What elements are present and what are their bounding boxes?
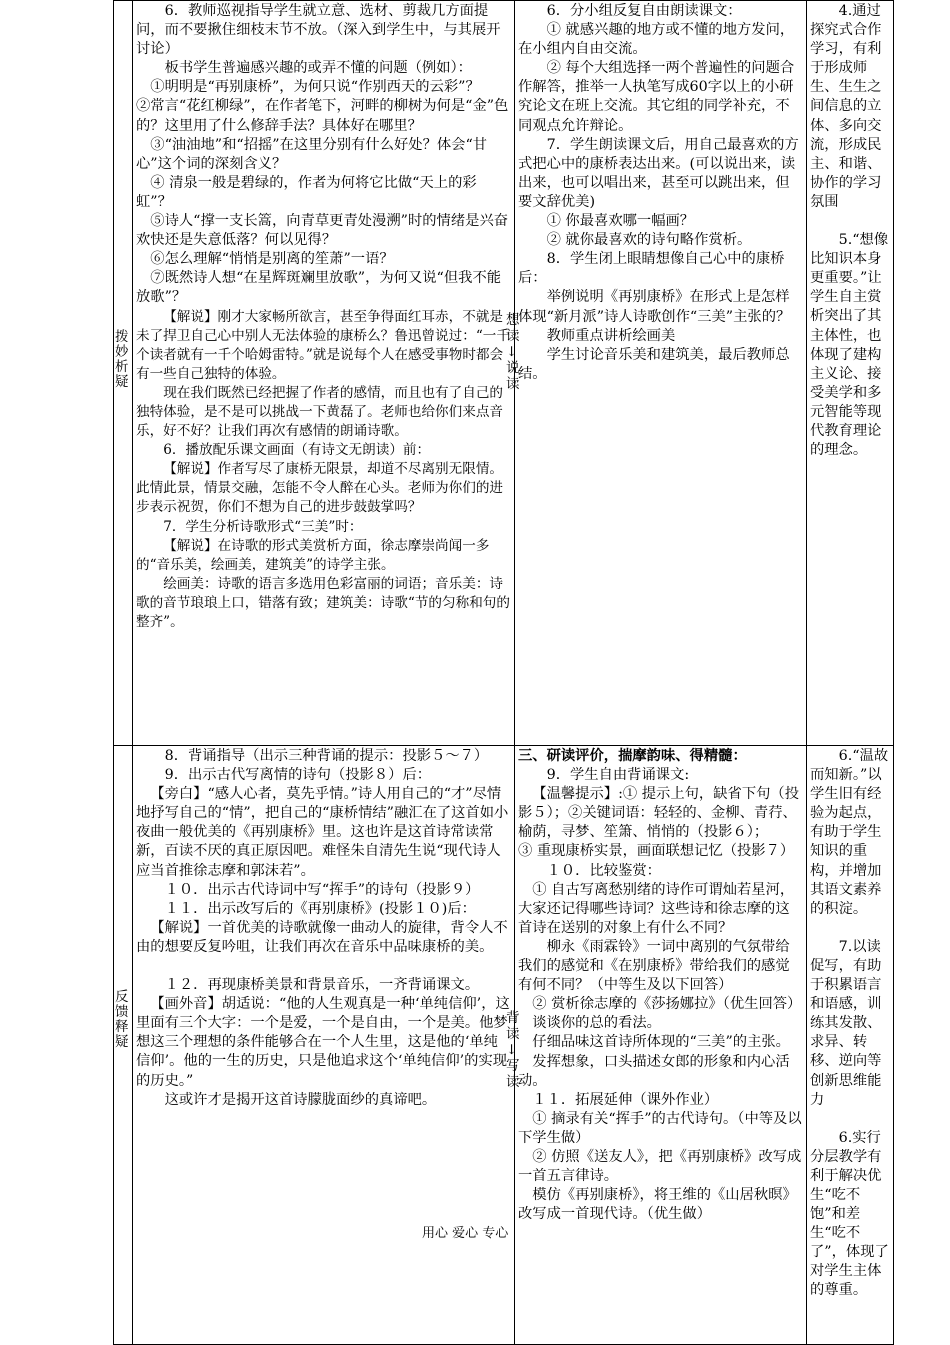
teacher-text: ①明明是“再别康桥”，为何只说“作别西天的云彩”？ (150, 79, 480, 96)
footer-text: 用心 爱心 专心 (422, 1226, 509, 1241)
design-text: 5.“想像比知识本身更重要。”让学生自主赏析突出了其主体性，也体现了建构主义论、接受美学和多元智能等现代教育理论的理念。 (810, 232, 889, 459)
teacher-text: 绘画美：诗歌的语言多选用色彩富丽的词语；音乐美：诗歌的音节琅琅上口，错落有致；建筑美：诗歌“节的匀称和句的整齐”。 (136, 575, 510, 630)
design-text: 7.以读促写，有助于积累语言和语感，训练其发散、求异、转移、逆向等创新思维能力 (810, 938, 882, 1108)
teacher-text: １０．出示古代诗词中写“挥手”的诗句（投影９） (164, 881, 480, 898)
stage-label: 反 馈 释 疑 (115, 989, 129, 1050)
student-text: ③ 重现康桥实景，画面联想记忆（投影７） (518, 843, 795, 860)
student-text: 8．学生闭上眼睛想像自己心中的康桥后： (518, 251, 785, 287)
table-row (114, 1, 894, 746)
student-text: 发挥想象，口头描述女郎的形象和内心活动。 (518, 1053, 790, 1089)
student-text: 模仿《再别康桥》，将王维的《山居秋暝》改写成一首现代诗。（优生做） (518, 1187, 797, 1223)
teacher-text: １１．出示改写后的《再别康桥》(投影１０)后： (164, 900, 476, 917)
side-label: 背 读 ↓ 写 读 (506, 1010, 520, 1090)
design-cell (807, 746, 894, 1345)
student-text: １１．拓展延伸（课外作业） (532, 1091, 719, 1108)
teacher-text: 【画外音】胡适说：“他的人生观真是一种‘单纯信仰’，这里面有三个大字：一个是爱，一个是自由，一个是美。他梦想这三个理想的条件能够合在一个人生里，这是他的‘单纯信仰’。他的一生的历史，只是他追求这个‘单纯信仰’的实现的历史。” (136, 996, 510, 1089)
teacher-text: 6．教师巡视指导学生就立意、选材、剪裁几方面提问，而不要揪住细枝末节不放。（深入到学生中，与其展开讨论） (136, 3, 501, 58)
student-text: 教师重点讲析绘画美 (546, 327, 676, 344)
teacher-text: 【旁白】“感人心者，莫先乎情。”诗人用自己的“才”尽情地抒写自己的“情”，把自己的“康桥情结”融汇在了这首如小夜曲一般优美的《再别康桥》里。这也许是这首诗常读常新，百读不厌的真正原因吧。难怪朱自清先生说“现代诗人应当首推徐志摩和郭沫若”。 (136, 786, 509, 879)
teacher-text: 8．背诵指导（出示三种背诵的提示：投影５～７） (164, 748, 489, 764)
student-text: ② 每个大组选择一两个普遍性的问题合作解答，推举一人执笔写成60字以上的小研究论文在班上交流。其它组的同学补充，不同观点允许辩论。 (518, 60, 795, 134)
teacher-text: 【解说】刚才大家畅所欲言，甚至争得面红耳赤，不就是未了捍卫自己心中别人无法体验的康桥么？鲁迅曾说过：“一千个读者就有一千个哈姆雷特。”就是说每个人在感受事物时都会有一些自己独特的体验。 (136, 308, 510, 382)
teacher-text: １２．再现康桥美景和背景音乐，一齐背诵课文。 (164, 977, 480, 994)
student-text: 谈谈你的总的看法。 (532, 1015, 661, 1032)
design-cell (807, 1, 894, 746)
teacher-text: 这或许才是揭开这首诗朦胧面纱的真谛吧。 (164, 1091, 437, 1108)
student-text: １０．比较鉴赏： (546, 862, 661, 879)
student-text: 7．学生朗读课文后，用自己最喜欢的方式把心中的康桥表达出来。(可以说出来，读出来，也可以唱出来，甚至可以跳出来，但要文辞优美) (518, 136, 799, 210)
student-text: 9．学生自由背诵课文: (546, 767, 690, 784)
design-text: 4.通过探究式合作学习，有利于形成师生、生生之间信息的立体、多向交流，形成民主、和谐、协作的学习氛围 (810, 3, 882, 210)
teacher-text: ⑤诗人“撑一支长篙，向青草更青处漫溯”时的情绪是兴奋欢快还是失意低落？何以见得？ (136, 213, 509, 249)
teacher-text: ④ 清泉一般是碧绿的，作者为何将它比做“天上的彩虹”？ (136, 174, 477, 210)
teacher-text: 【解说】在诗歌的形式美赏析方面，徐志摩崇尚闻一多的“音乐美，绘画美，建筑美”的诗学主张。 (136, 537, 490, 573)
student-text: ② 仿照《送友人》，把《再别康桥》改写成一首五言律诗。 (518, 1148, 802, 1185)
student-text: ② 就你最喜欢的诗句略作赏析。 (546, 232, 752, 249)
lesson-table (113, 0, 894, 1345)
student-text: ① 就感兴趣的地方或不懂的地方发问，在小组内自由交流。 (518, 22, 795, 58)
teacher-text: ③“油油地”和“招摇”在这里分别有什么好处？体会“甘心”这个词的深刻含义？ (136, 136, 488, 172)
teacher-text: 9．出示古代写离情的诗句（投影８）后： (164, 767, 432, 784)
side-label: 想 读 ↓ 说 读 (506, 312, 520, 392)
teacher-text: ⑦既然诗人想“在星辉斑斓里放歌”，为何又说“但我不能放歌”？ (136, 270, 502, 306)
student-text: ① 自古写离愁别绪的诗作可谓灿若星河，大家还记得哪些诗词？这些诗和徐志摩的这首诗在送别的对象上有什么不同？ (518, 881, 795, 936)
student-text: 6．分小组反复自由朗读课文： (546, 3, 742, 19)
student-text: 【温馨提示】:① 提示上句，缺省下句（投影５）；②关键词语：轻轻的、金柳、青荇、榆荫，寻梦、笙箫、悄悄的（投影６）； (518, 786, 800, 841)
student-text: ① 你最喜欢哪一幅画？ (546, 213, 695, 230)
design-text: 6.实行分层教学有利于解决优生“吃不饱”和差生“吃不了”，体现了对学生主体的尊重。 (810, 1129, 889, 1299)
teacher-text: 6．播放配乐课文画面（有诗文无朗读）前： (163, 442, 431, 459)
student-text: 举例说明《再别康桥》在形式上是怎样体现“新月派”诗人诗歌创作“三美”主张的？ (518, 289, 791, 325)
student-text: ① 摘录有关“挥手”的古代诗句。（中等及以下学生做） (518, 1110, 802, 1146)
teacher-text: 【解说】作者写尽了康桥无限景，却道不尽离别无限情。此情此景，情景交融，怎能不令人醉在心头。老师为你们的进步表示祝贺，你们不想为自己的进步鼓鼓掌吗？ (136, 461, 504, 516)
student-text: 柳永《雨霖铃》一词中离别的气氛带给我们的感觉和《在别康桥》带给我们的感觉有何不同？（中等生及以下回答） (518, 938, 790, 994)
stage-label: 拨 妙 析 疑 (115, 329, 129, 390)
teacher-text: ②常言“花红柳绿”，在作者笔下，河畔的柳树为何是“金”色的？这里用了什么修辞手法？具体好在哪里？ (136, 98, 509, 134)
teacher-cell (133, 746, 515, 1345)
teacher-text: 现在我们既然已经把握了作者的感情，而且也有了自己的独特体验，是不是可以挑战一下黄磊了。老师也给你们来点音乐，好不好？让我们再次有感情的朗诵诗歌。 (136, 384, 504, 440)
student-text: ② 赏析徐志摩的《莎扬娜拉》（优生回答） (532, 996, 802, 1013)
teacher-text: 【解说】一首优美的诗歌就像一曲动人的旋律，背令人不由的想要反复吟咀，让我们再次在音乐中品味康桥的美。 (136, 919, 508, 955)
design-text: 6.“温故而知新。”以学生旧有经验为起点，有助于学生知识的重构，并增加其语文素养的积淀。 (810, 748, 889, 917)
table-row (114, 746, 894, 1345)
teacher-text: ⑥怎么理解“悄悄是别离的笙萧”一语？ (150, 251, 394, 268)
student-cell (515, 746, 807, 1345)
section-heading: 三、研读评价，揣摩韵味、得精髓： (518, 748, 747, 764)
student-text: 学生讨论音乐美和建筑美，最后教师总结。 (518, 346, 790, 382)
teacher-text: 7．学生分析诗歌形式“三美”时： (163, 518, 363, 535)
student-text: 仔细品味这首诗所体现的“三美”的主张。 (532, 1034, 790, 1051)
teacher-text: 板书学生普遍感兴趣的或弄不懂的问题（例如）： (164, 60, 472, 77)
teacher-cell (133, 1, 515, 746)
student-cell (515, 1, 807, 746)
